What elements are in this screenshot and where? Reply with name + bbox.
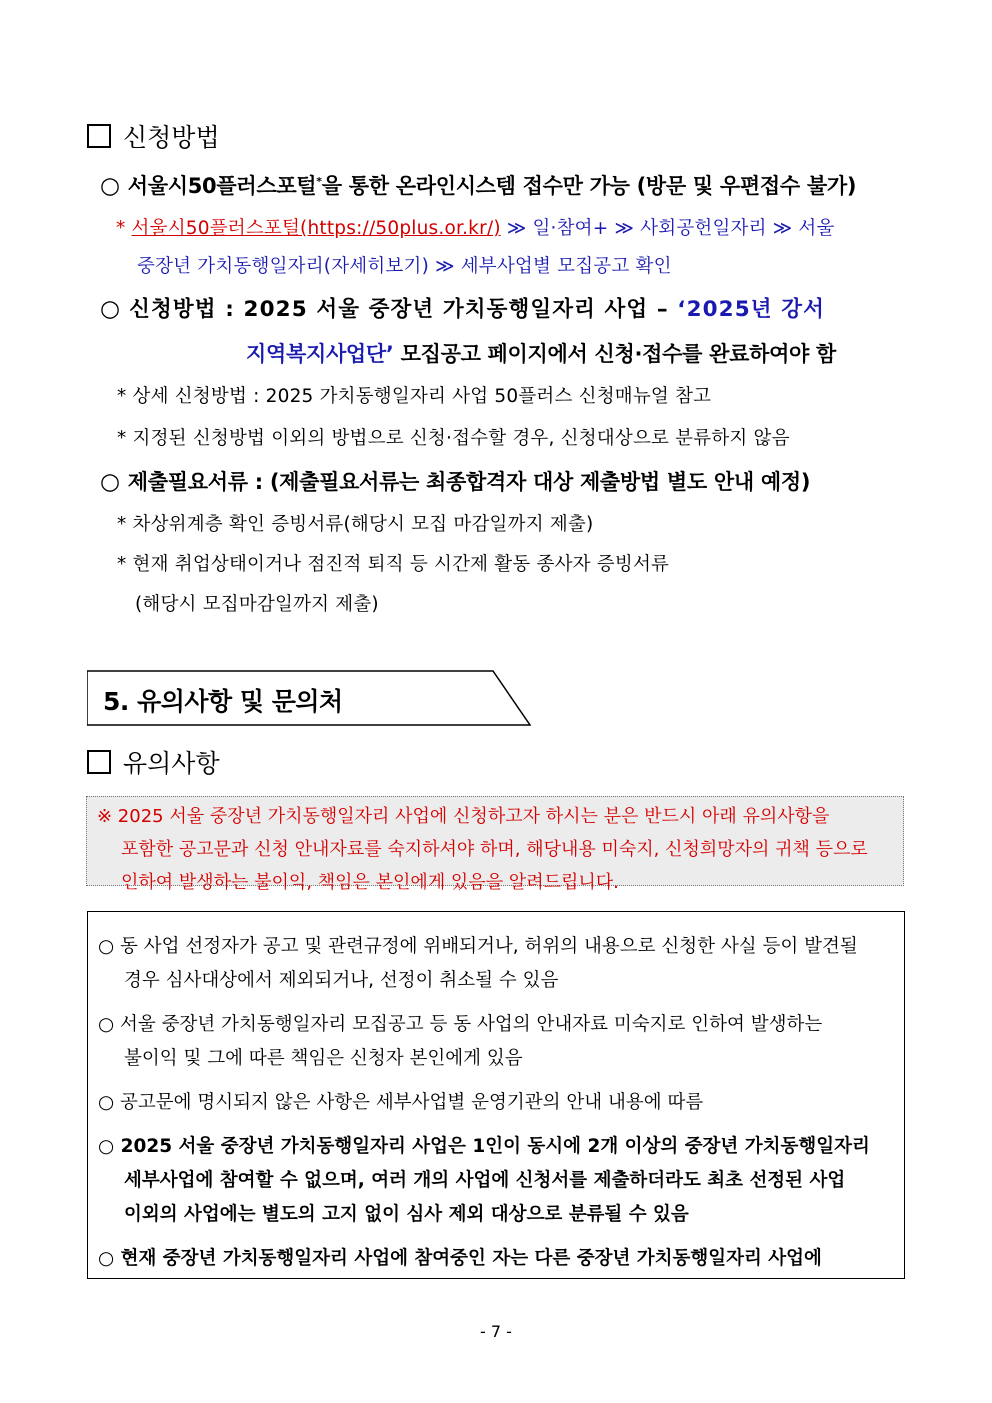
portal-path-note-cont: 중장년 가치동행일자리(자세히보기) ≫ 세부사업별 모집공고 확인: [137, 256, 672, 277]
method-note-2: * 지정된 신청방법 이외의 방법으로 신청·접수할 경우, 신청대상으로 분류하지 않음: [117, 428, 790, 449]
checkbox-square-icon: [87, 124, 111, 148]
circle-bullet: ○: [100, 296, 122, 322]
apply-item-portal: ○ 서울시50플러스포털*을 통한 온라인시스템 접수만 가능 (방문 및 우편접수 불가): [100, 173, 857, 199]
rule-3: ○ 공고문에 명시되지 않은 사항은 세부사업별 운영기관의 안내 내용에 따름: [98, 1092, 704, 1113]
rule-4-line-3: 이외의 사업에는 별도의 고지 없이 심사 제외 대상으로 분류될 수 있음: [124, 1204, 689, 1225]
circle-bullet: ○: [100, 469, 120, 495]
checkbox-square-icon: [87, 750, 111, 774]
portal-link[interactable]: 서울시50플러스포털(https://50plus.or.kr/): [131, 218, 501, 239]
documents-note-2-cont: (해당시 모집마감일까지 제출): [135, 594, 379, 615]
documents-note-2: * 현재 취업상태이거나 점진적 퇴직 등 시간제 활동 종사자 증빙서류: [117, 554, 670, 575]
page-number: - 7 -: [480, 1322, 512, 1341]
rule-1-line-2: 경우 심사대상에서 제외되거나, 선정이 취소될 수 있음: [124, 970, 559, 991]
warning-line-2: 포함한 공고문과 신청 안내자료를 숙지하셔야 하며, 해당내용 미숙지, 신청희망자의 귀책 등으로: [121, 839, 868, 860]
rule-2-line-1: ○ 서울 중장년 가치동행일자리 모집공고 등 동 사업의 안내자료 미숙지로 인하여 발생하는: [98, 1014, 823, 1035]
circle-bullet: ○: [100, 173, 120, 199]
rule-2-line-2: 불이익 및 그에 따른 책임은 신청자 본인에게 있음: [124, 1048, 523, 1069]
rule-1-line-1: ○ 동 사업 선정자가 공고 및 관련규정에 위배되거나, 허위의 내용으로 신청한 사실 등이 발견될: [98, 936, 858, 957]
cautions-heading: 유의사항: [87, 744, 220, 780]
method-note-1: * 상세 신청방법 : 2025 가치동행일자리 사업 50플러스 신청매뉴얼 참고: [117, 386, 712, 407]
apply-item-method-cont: 지역복지사업단’ 모집공고 페이지에서 신청·접수를 완료하여야 함: [246, 342, 837, 366]
apply-item-method: ○ 신청방법 : 2025 서울 중장년 가치동행일자리 사업 – ‘2025년 강서: [100, 296, 825, 322]
rule-5-line-1: ○ 현재 중장년 가치동행일자리 사업에 참여중인 자는 다른 중장년 가치동행일자리 사업에: [98, 1248, 822, 1269]
apply-method-heading: 신청방법: [87, 118, 220, 154]
warning-line-1: ※ 2025 서울 중장년 가치동행일자리 사업에 신청하고자 하시는 분은 반드시 아래 유의사항을: [97, 806, 830, 827]
caution-warning-box: [86, 796, 904, 893]
section-5-tab: [87, 670, 531, 726]
caution-rules-box: [87, 911, 905, 1279]
portal-path-note: * 서울시50플러스포털(https://50plus.or.kr/) ≫ 일·참여+ ≫ 사회공헌일자리 ≫ 서울: [116, 218, 835, 239]
warning-line-3: 인하여 발생하는 불이익, 책임은 본인에게 있음을 알려드립니다.: [121, 872, 619, 893]
rule-4-line-1: ○ 2025 서울 중장년 가치동행일자리 사업은 1인이 동시에 2개 이상의 중장년 가치동행일자리: [98, 1136, 870, 1157]
section-5-title: 5. 유의사항 및 문의처: [103, 687, 343, 716]
rule-4-line-2: 세부사업에 참여할 수 없으며, 여러 개의 사업에 신청서를 제출하더라도 최초 선정된 사업: [124, 1170, 846, 1191]
documents-note-1: * 차상위계층 확인 증빙서류(해당시 모집 마감일까지 제출): [117, 514, 594, 535]
apply-item-documents: ○ 제출필요서류 : (제출필요서류는 최종합격자 대상 제출방법 별도 안내 예정): [100, 469, 811, 495]
